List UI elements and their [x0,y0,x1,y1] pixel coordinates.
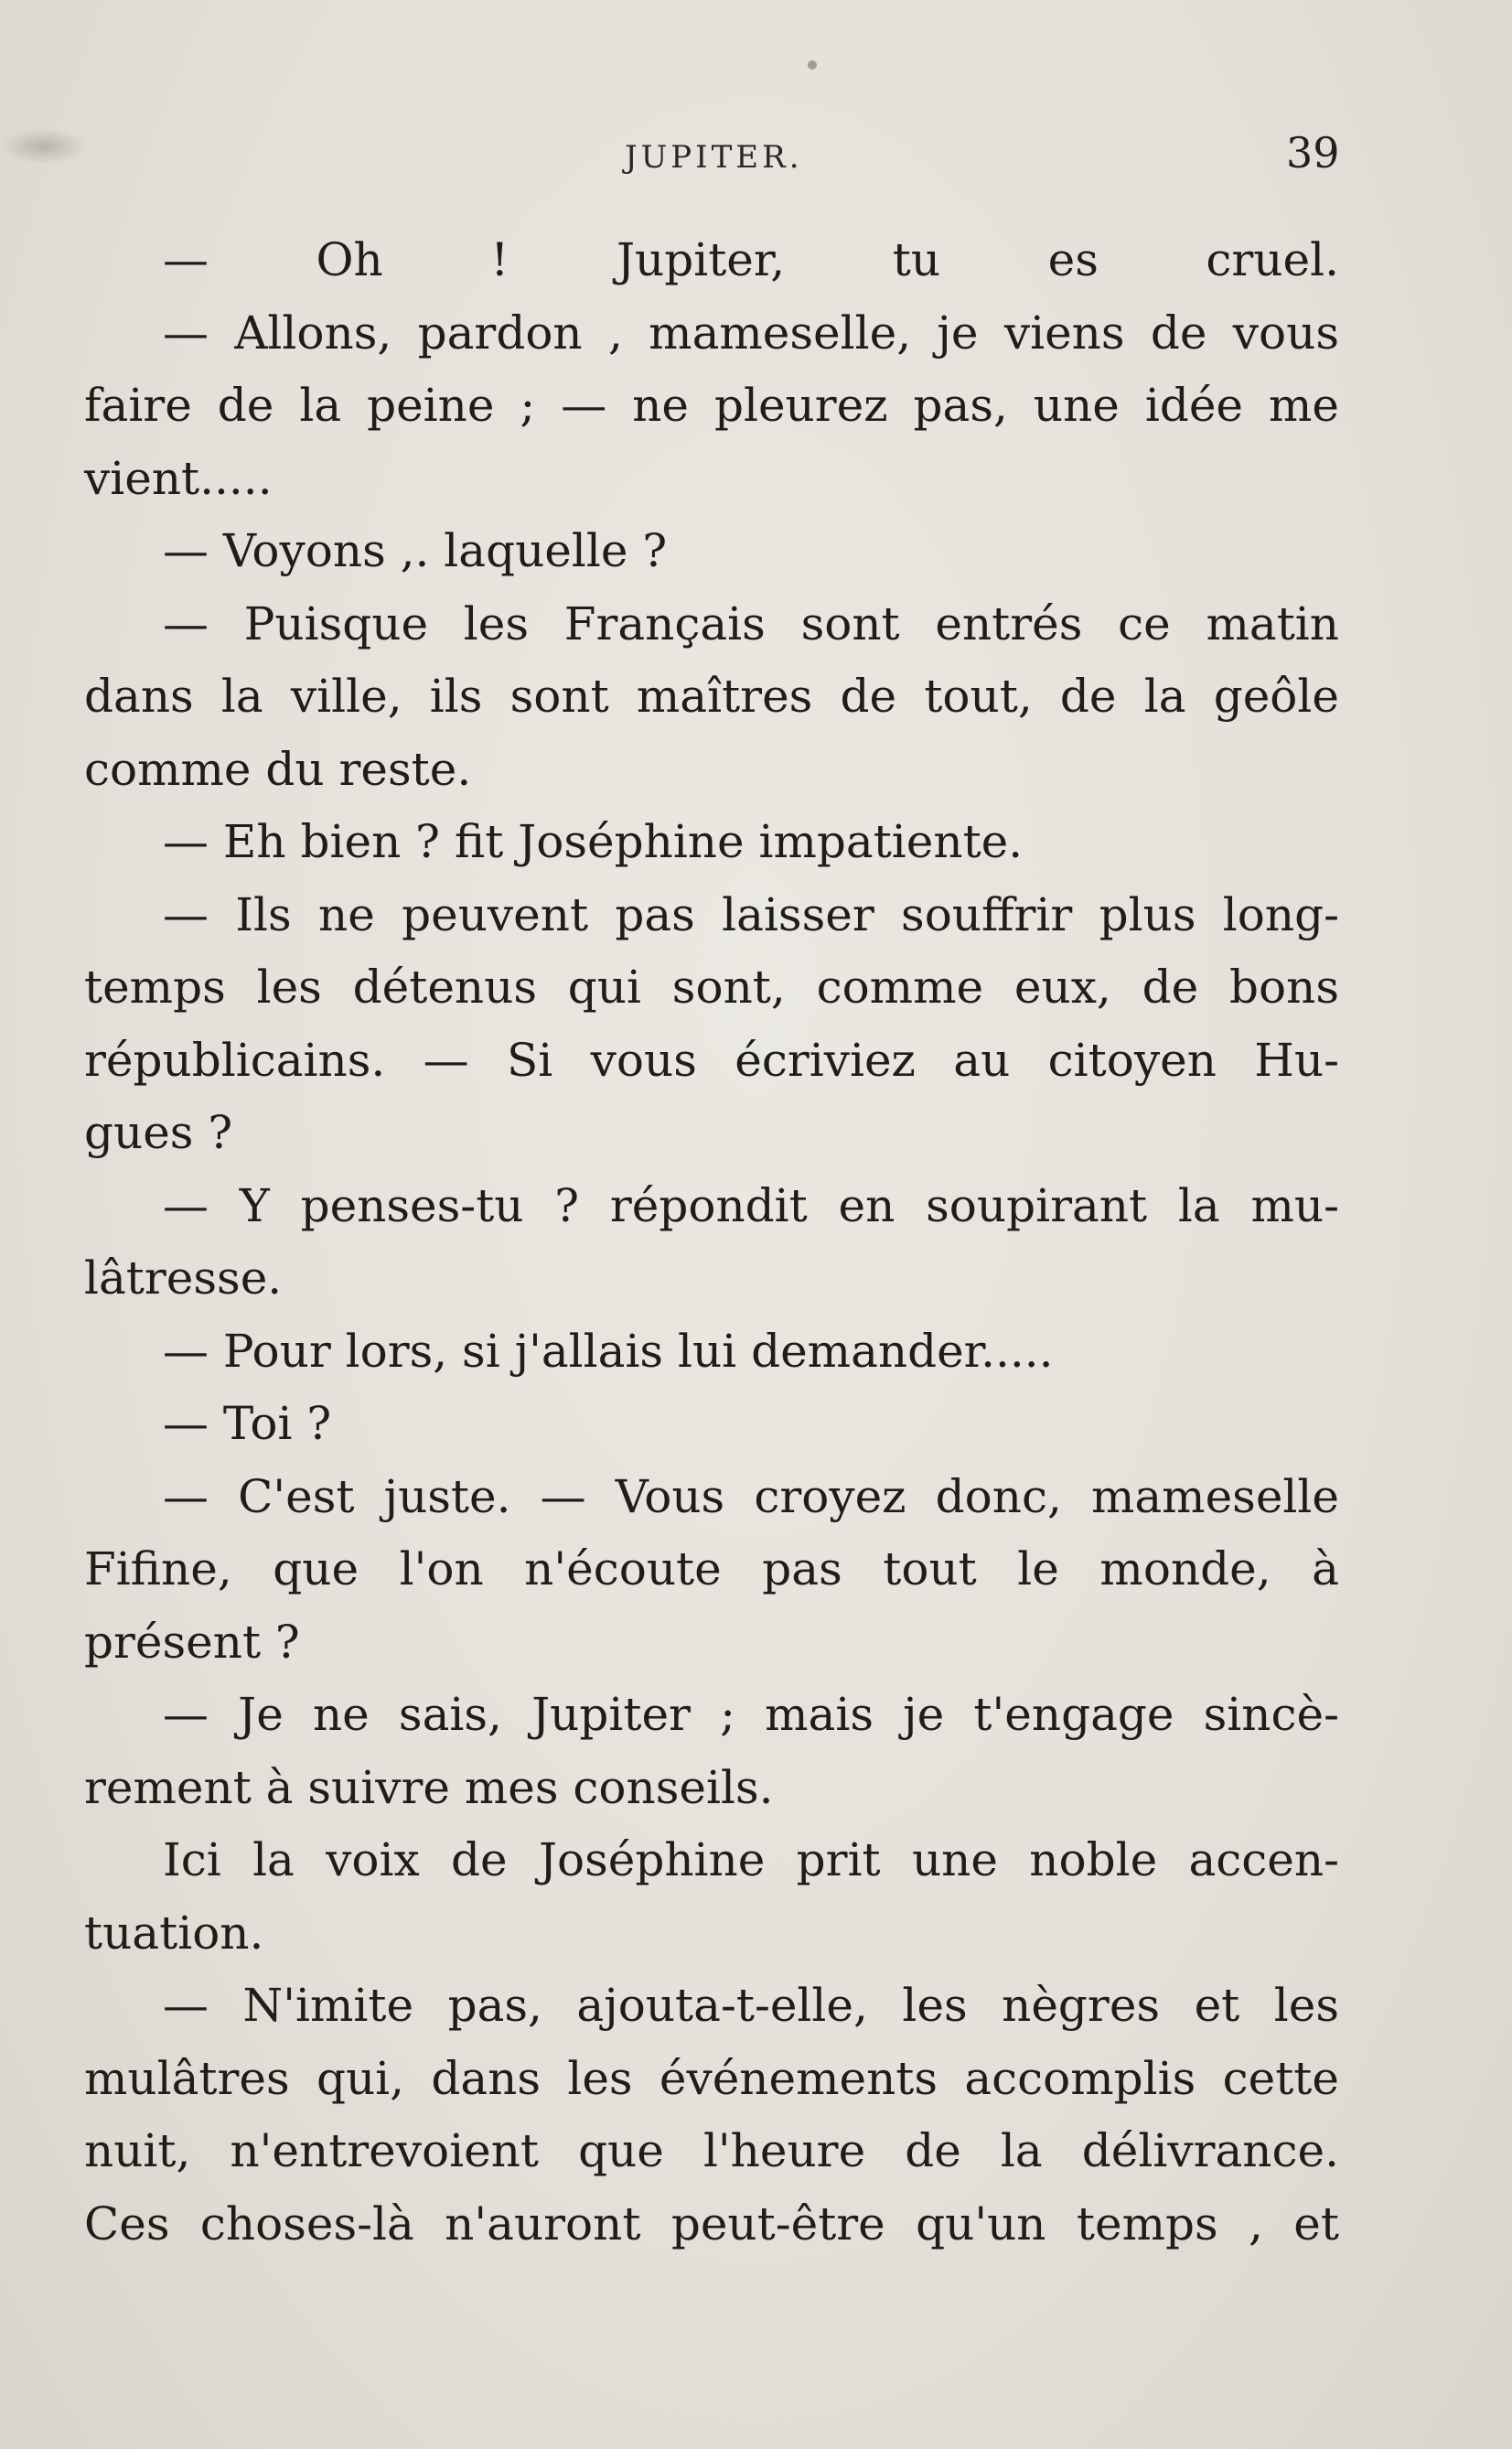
text-line: tuation. [84,1906,264,1960]
text-line: rement à suivre mes conseils. [84,1760,774,1814]
text-line: nuit, n'entrevoient que l'heure de la délivrance. [84,2124,1339,2177]
text-line: faire de la peine ; — ne pleurez pas, une idée me [84,379,1339,432]
text-line: républicains. — Si vous écriviez au citoyen Hu- [84,1033,1339,1087]
text-line: temps les détenus qui sont, comme eux, de bons [84,961,1339,1014]
text-line: — Ils ne peuvent pas laisser souffrir plus long- [163,887,1339,941]
text-line: — Puisque les Français sont entrés ce matin [163,596,1339,650]
text-line: mulâtres qui, dans les événements accomplis cette [84,2051,1339,2105]
text-line: Ici la voix de Joséphine prit une noble accen- [163,1833,1339,1886]
text-line: — Toi ? [163,1397,332,1450]
text-line: lâtresse. [84,1251,283,1305]
text-line: — Allons, pardon , mameselle, je viens de vous [163,306,1339,360]
text-line: dans la ville, ils sont maîtres de tout, de la geôle [84,670,1339,723]
text-line: — Je ne sais, Jupiter ; mais je t'engage sincè- [163,1688,1339,1741]
text-line: — N'imite pas, ajouta-t-elle, les nègres et les [163,1979,1339,2032]
text-line: — Y penses-tu ? répondit en soupirant la mu- [163,1178,1339,1232]
text-line: comme du reste. [84,742,472,796]
text-line: gues ? [84,1106,233,1159]
text-line: — Pour lors, si j'allais lui demander..... [163,1324,1054,1378]
body-text [84,224,1339,2261]
running-title: JUPITER. [625,139,803,176]
text-line: — Voyons ,. laquelle ? [163,524,668,577]
text-line: Ces choses-là n'auront peut-être qu'un temps , et [84,2197,1339,2250]
text-line: Fifine, que l'on n'écoute pas tout le monde, à [84,1542,1339,1595]
text-line: — Oh ! Jupiter, tu es cruel. [163,233,1339,286]
text-line: présent ? [84,1615,300,1669]
text-line: — C'est juste. — Vous croyez donc, mameselle [163,1469,1339,1523]
ink-dot [808,60,817,70]
page-header [0,128,1512,183]
text-line: — Eh bien ? fit Joséphine impatiente. [163,815,1024,868]
text-line: vient..... [84,451,273,505]
page-number: 39 [1286,128,1340,177]
